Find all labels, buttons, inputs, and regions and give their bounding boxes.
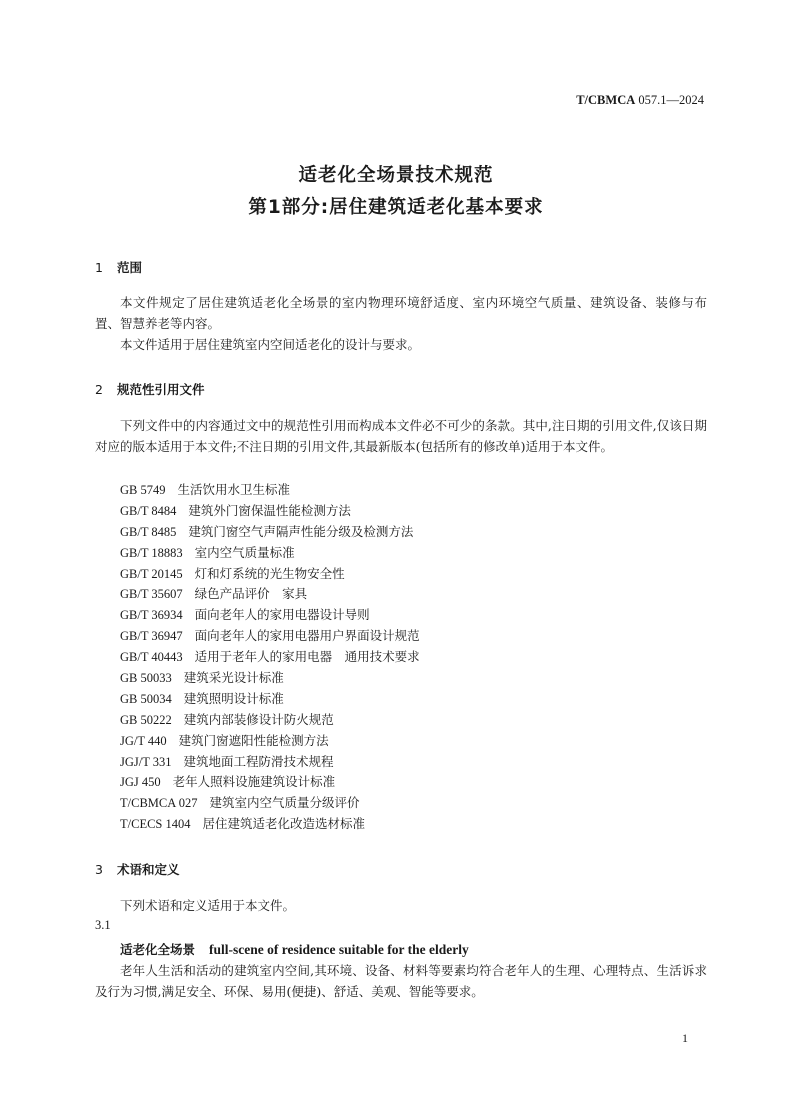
- reference-title: 生活饮用水卫生标准: [177, 482, 291, 497]
- term-chinese: 适老化全场景: [120, 942, 196, 957]
- reference-title: 绿色产品评价 家具: [194, 586, 308, 602]
- reference-title: 面向老年人的家用电器设计导则: [194, 607, 370, 623]
- reference-code: GB/T 20145: [120, 566, 183, 581]
- reference-item: [120, 522, 420, 543]
- reference-title: 室内空气质量标准: [194, 544, 295, 560]
- reference-item: [120, 584, 420, 605]
- reference-item: [120, 772, 420, 793]
- standard-code: T/CBMCA 057.1—2024: [576, 93, 704, 107]
- reference-title: 建筑内部装修设计防火规范: [183, 711, 334, 727]
- reference-item: [120, 480, 420, 501]
- reference-title: 灯和灯系统的光生物安全性: [194, 565, 345, 581]
- reference-item: [120, 668, 420, 689]
- reference-code: GB/T 35607: [120, 587, 183, 602]
- reference-title: 老年人照料设施建筑设计标准: [172, 774, 336, 790]
- reference-code: T/CECS 1404: [120, 817, 191, 832]
- document-title: 适老化全场景技术规范: [298, 165, 494, 186]
- reference-code: GB 5749: [120, 483, 166, 497]
- reference-code: JGJ/T 331: [120, 754, 172, 769]
- document-subtitle: 第1部分:居住建筑适老化基本要求: [248, 197, 544, 218]
- reference-code: JG/T 440: [120, 733, 167, 748]
- reference-code: GB 50034: [120, 691, 172, 706]
- reference-code: GB/T 8484: [120, 503, 177, 518]
- reference-item: [120, 814, 420, 835]
- reference-item: [120, 731, 420, 752]
- section-3-heading: 3 术语和定义: [95, 862, 180, 877]
- reference-item: [120, 543, 420, 564]
- reference-code: GB 50033: [120, 671, 172, 686]
- reference-title: 建筑室内空气质量分级评价: [209, 795, 360, 811]
- reference-code: T/CBMCA 027: [120, 796, 198, 811]
- reference-title: 建筑地面工程防滑技术规程: [183, 753, 334, 769]
- term-definition: 老年人生活和活动的建筑室内空间,其环境、设备、材料等要素均符合老年人的生理、心理特点、生活诉求及行为习惯,满足安全、环保、易用(便捷)、舒适、美观、智能等要求。: [95, 963, 707, 999]
- reference-item: [120, 626, 420, 647]
- reference-code: JGJ 450: [120, 775, 161, 790]
- reference-item: [120, 564, 420, 585]
- scope-paragraph: 本文件规定了居住建筑适老化全场景的室内物理环境舒适度、室内环境空气质量、建筑设备、装修与布置、智慧养老等内容。: [95, 295, 707, 331]
- section-1-heading: 1 范围: [95, 260, 143, 275]
- reference-code: GB/T 36934: [120, 608, 183, 623]
- reference-title: 建筑门窗空气声隔声性能分级及检测方法: [188, 523, 414, 539]
- reference-list: [120, 480, 420, 835]
- term-english: full-scene of residence suitable for the elderly: [209, 942, 469, 957]
- reference-code: GB/T 8485: [120, 524, 177, 539]
- reference-title: 建筑采光设计标准: [183, 670, 284, 686]
- reference-item: [120, 689, 420, 710]
- reference-title: 建筑照明设计标准: [183, 690, 284, 706]
- reference-code: GB/T 18883: [120, 545, 183, 560]
- term-number: 3.1: [95, 918, 111, 932]
- term-title: [120, 940, 469, 958]
- reference-code: GB/T 40443: [120, 650, 183, 665]
- terms-intro: 下列术语和定义适用于本文件。: [120, 898, 296, 913]
- reference-item: [120, 710, 420, 731]
- reference-title: 适用于老年人的家用电器 通用技术要求: [194, 649, 420, 665]
- reference-item: [120, 793, 420, 814]
- reference-code: GB 50222: [120, 712, 172, 727]
- page-number: 1: [682, 1031, 688, 1045]
- scope-applicability: 本文件适用于居住建筑室内空间适老化的设计与要求。: [120, 337, 421, 352]
- normative-intro: 下列文件中的内容通过文中的规范性引用而构成本文件必不可少的条款。其中,注日期的引用文件,仅该日期对应的版本适用于本文件;不注日期的引用文件,其最新版本(包括所有的修改单)适用于本文件。: [95, 418, 707, 454]
- reference-item: [120, 501, 420, 522]
- reference-title: 建筑外门窗保温性能检测方法: [188, 502, 351, 518]
- reference-item: [120, 605, 420, 626]
- reference-item: [120, 752, 420, 773]
- reference-code: GB/T 36947: [120, 629, 183, 644]
- reference-title: 建筑门窗遮阳性能检测方法: [178, 732, 329, 748]
- reference-title: 面向老年人的家用电器用户界面设计规范: [194, 628, 420, 644]
- reference-title: 居住建筑适老化改造选材标准: [202, 816, 366, 832]
- section-2-heading: 2 规范性引用文件: [95, 382, 205, 397]
- reference-item: [120, 647, 420, 668]
